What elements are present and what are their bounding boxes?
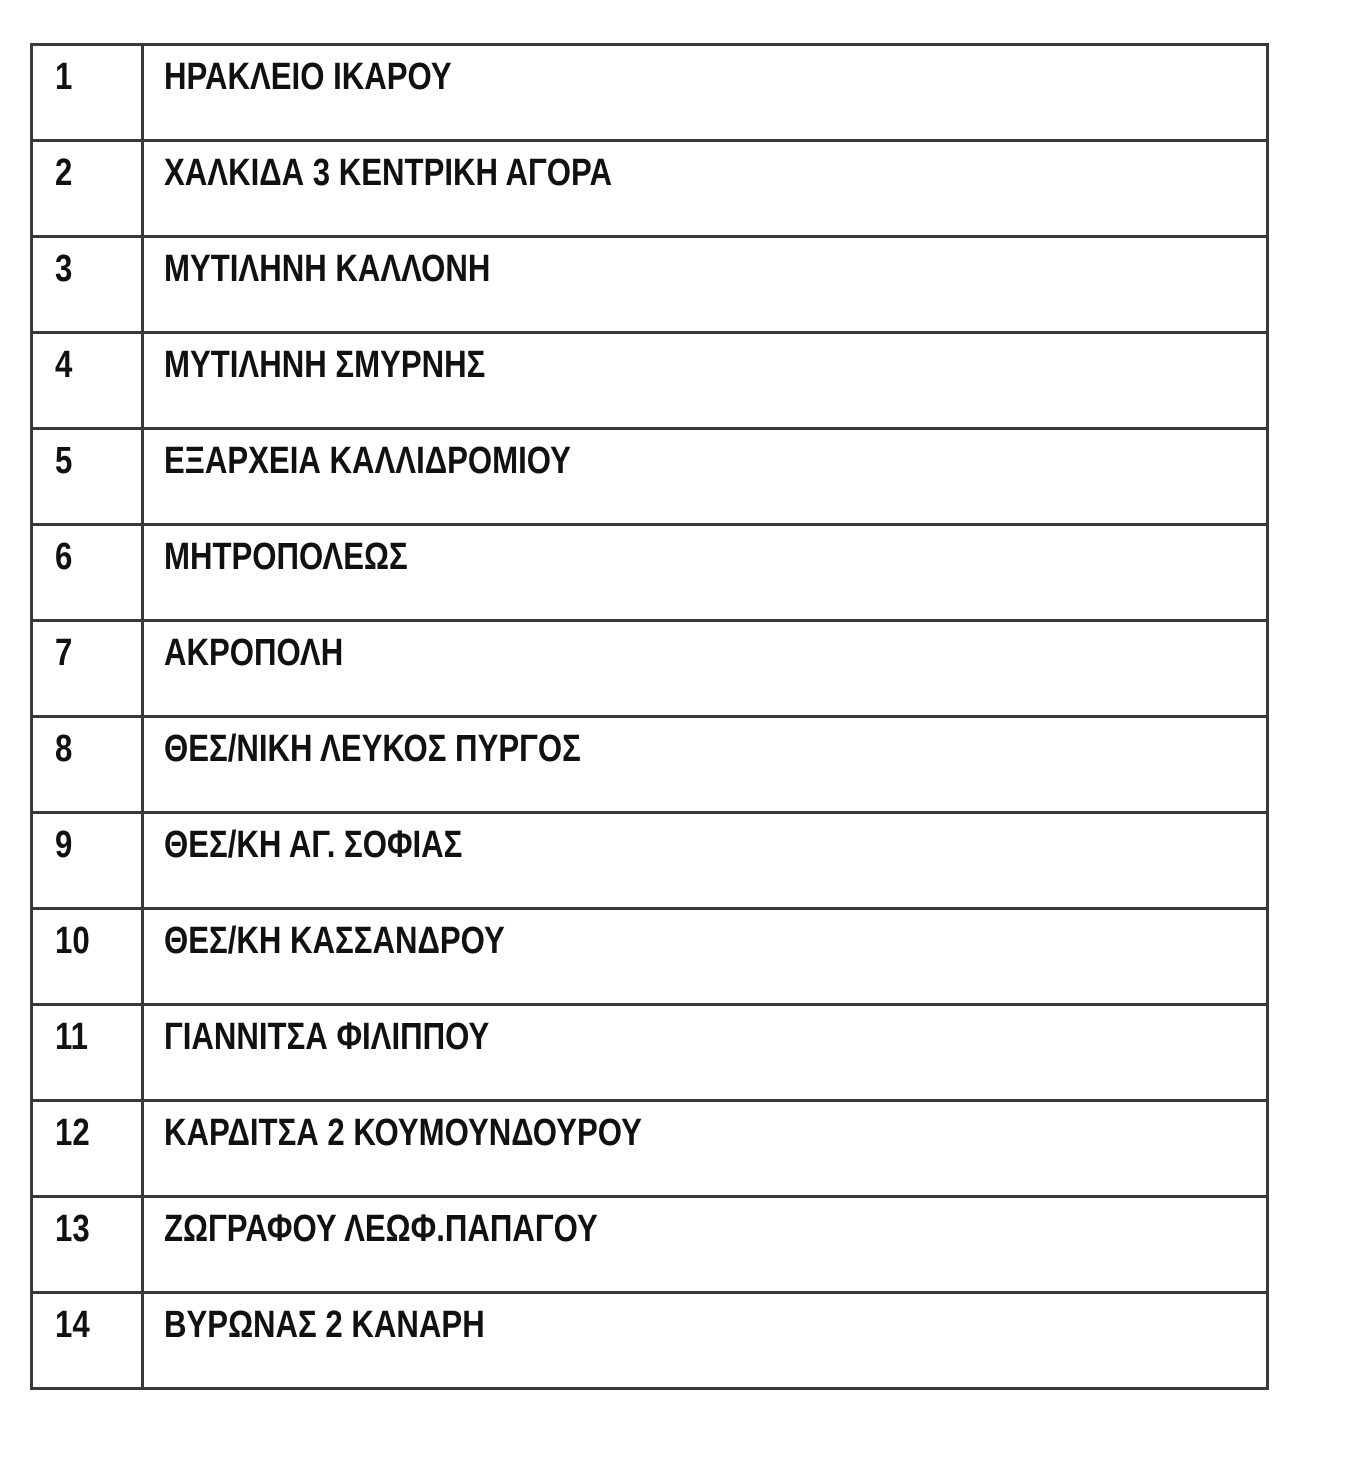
row-number-cell bbox=[32, 1197, 143, 1293]
row-number: 5 bbox=[55, 440, 73, 482]
locations-table bbox=[30, 43, 1269, 1390]
location-cell bbox=[143, 717, 1268, 813]
location-cell bbox=[143, 333, 1268, 429]
location-cell bbox=[143, 1005, 1268, 1101]
table-row bbox=[32, 141, 1268, 237]
row-number: 1 bbox=[55, 56, 73, 98]
location-cell bbox=[143, 621, 1268, 717]
table-row bbox=[32, 813, 1268, 909]
location-name: ΖΩΓΡΑΦΟΥ ΛΕΩΦ.ΠΑΠΑΓΟΥ bbox=[164, 1208, 598, 1250]
location-cell bbox=[143, 525, 1268, 621]
location-name: ΜΥΤΙΛΗΝΗ ΣΜΥΡΝΗΣ bbox=[164, 344, 486, 386]
row-number-cell bbox=[32, 525, 143, 621]
row-number: 8 bbox=[55, 728, 73, 770]
location-cell bbox=[143, 1197, 1268, 1293]
table-row bbox=[32, 909, 1268, 1005]
row-number-cell bbox=[32, 621, 143, 717]
table-row bbox=[32, 333, 1268, 429]
table-row bbox=[32, 1197, 1268, 1293]
table-row bbox=[32, 1293, 1268, 1389]
row-number-cell bbox=[32, 237, 143, 333]
location-name: ΜΥΤΙΛΗΝΗ ΚΑΛΛΟΝΗ bbox=[164, 248, 491, 290]
location-name: ΘΕΣ/ΚΗ ΑΓ. ΣΟΦΙΑΣ bbox=[164, 824, 463, 866]
location-cell bbox=[143, 1293, 1268, 1389]
row-number: 9 bbox=[55, 824, 73, 866]
location-cell bbox=[143, 429, 1268, 525]
location-name: ΘΕΣ/ΚΗ ΚΑΣΣΑΝΔΡΟΥ bbox=[164, 920, 505, 962]
location-name: ΘΕΣ/ΝΙΚΗ ΛΕΥΚΟΣ ΠΥΡΓΟΣ bbox=[164, 728, 581, 770]
table-row bbox=[32, 525, 1268, 621]
location-name: ΑΚΡΟΠΟΛΗ bbox=[164, 632, 344, 674]
row-number: 14 bbox=[55, 1304, 90, 1346]
row-number-cell bbox=[32, 45, 143, 141]
row-number: 13 bbox=[55, 1208, 90, 1250]
row-number: 2 bbox=[55, 152, 73, 194]
row-number-cell bbox=[32, 1101, 143, 1197]
table-row bbox=[32, 1101, 1268, 1197]
row-number: 4 bbox=[55, 344, 73, 386]
location-name: ΕΞΑΡΧΕΙΑ ΚΑΛΛΙΔΡΟΜΙΟΥ bbox=[164, 440, 571, 482]
row-number-cell bbox=[32, 813, 143, 909]
location-name: ΧΑΛΚΙΔΑ 3 ΚΕΝΤΡΙΚΗ ΑΓΟΡΑ bbox=[164, 152, 612, 194]
location-name: ΜΗΤΡΟΠΟΛΕΩΣ bbox=[164, 536, 408, 578]
table-row bbox=[32, 1005, 1268, 1101]
location-name: ΚΑΡΔΙΤΣΑ 2 ΚΟΥΜΟΥΝΔΟΥΡΟΥ bbox=[164, 1112, 642, 1154]
location-cell bbox=[143, 141, 1268, 237]
row-number-cell bbox=[32, 333, 143, 429]
location-cell bbox=[143, 813, 1268, 909]
row-number: 6 bbox=[55, 536, 73, 578]
table-row bbox=[32, 717, 1268, 813]
location-name: ΒΥΡΩΝΑΣ 2 ΚΑΝΑΡΗ bbox=[164, 1304, 485, 1346]
table-row bbox=[32, 621, 1268, 717]
location-cell bbox=[143, 1101, 1268, 1197]
row-number: 3 bbox=[55, 248, 73, 290]
row-number-cell bbox=[32, 1293, 143, 1389]
location-cell bbox=[143, 237, 1268, 333]
location-cell bbox=[143, 909, 1268, 1005]
table-row bbox=[32, 429, 1268, 525]
row-number: 11 bbox=[55, 1016, 88, 1058]
row-number: 10 bbox=[55, 920, 90, 962]
row-number: 12 bbox=[55, 1112, 90, 1154]
location-cell bbox=[143, 45, 1268, 141]
table-body bbox=[32, 45, 1268, 1389]
row-number-cell bbox=[32, 429, 143, 525]
row-number-cell bbox=[32, 909, 143, 1005]
location-name: ΗΡΑΚΛΕΙΟ ΙΚΑΡΟΥ bbox=[164, 56, 452, 98]
row-number-cell bbox=[32, 141, 143, 237]
row-number-cell bbox=[32, 1005, 143, 1101]
table-row bbox=[32, 45, 1268, 141]
row-number: 7 bbox=[55, 632, 73, 674]
table-row bbox=[32, 237, 1268, 333]
location-name: ΓΙΑΝΝΙΤΣΑ ΦΙΛΙΠΠΟΥ bbox=[164, 1016, 490, 1058]
row-number-cell bbox=[32, 717, 143, 813]
